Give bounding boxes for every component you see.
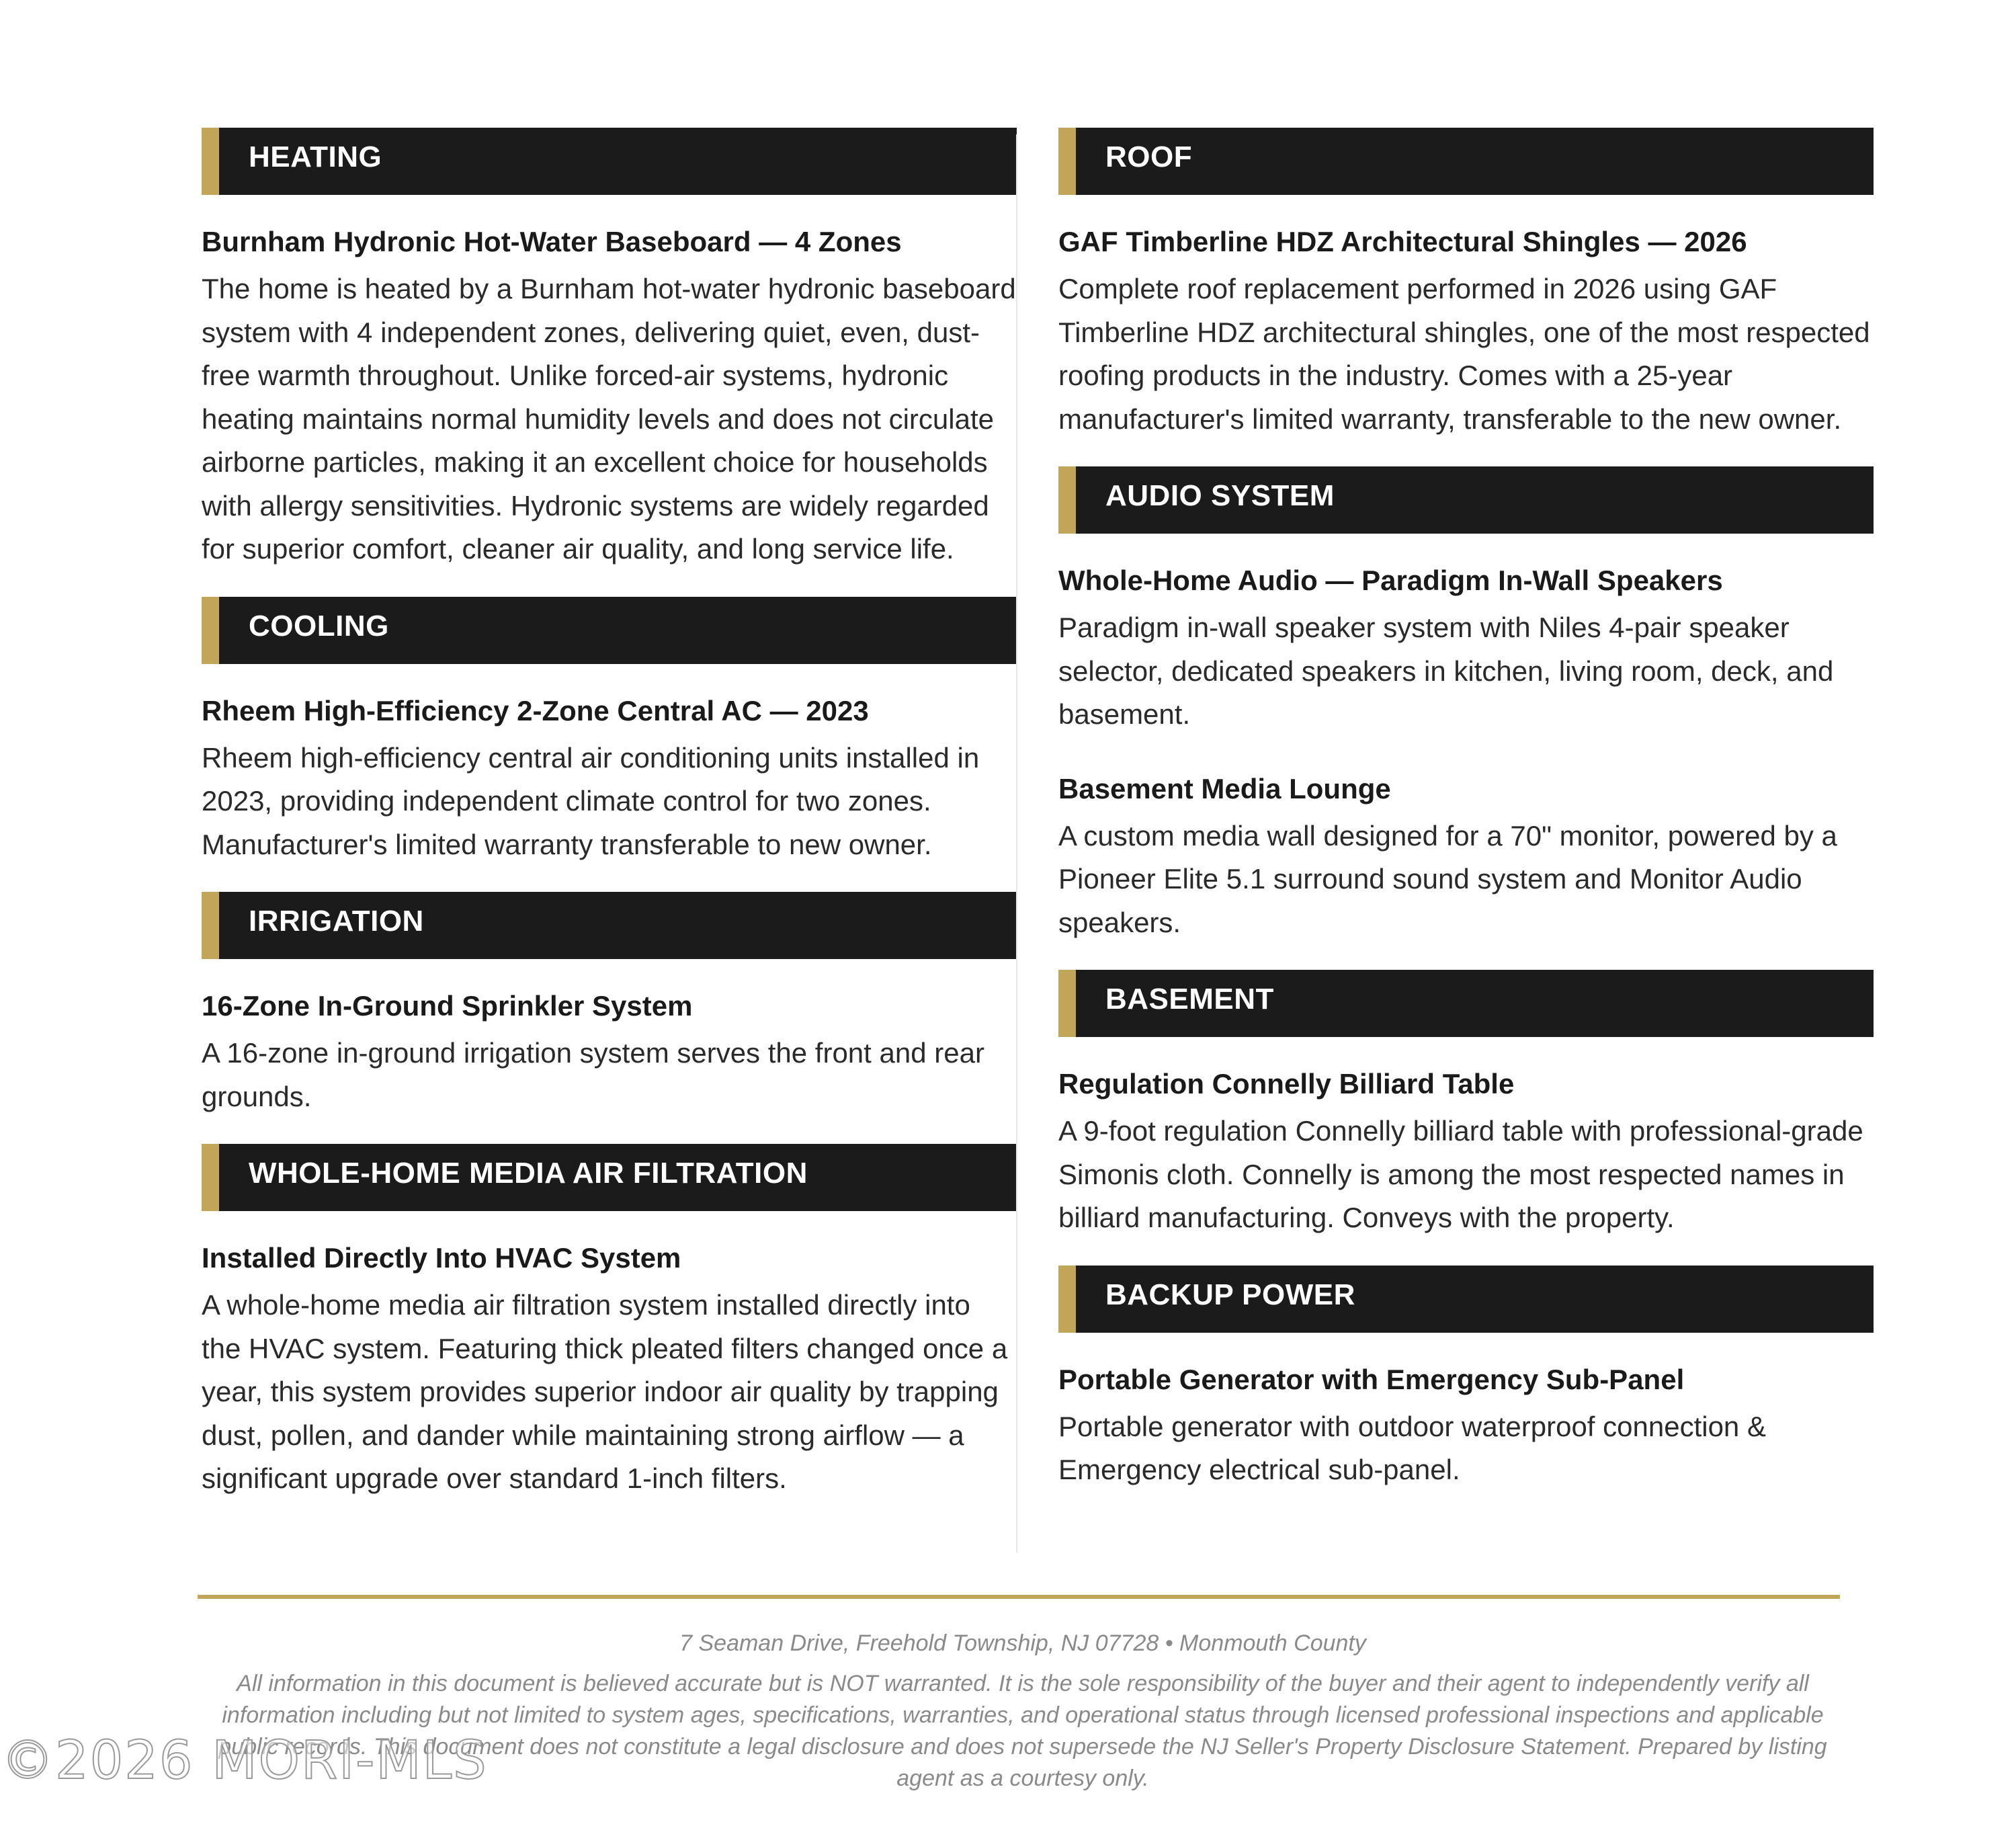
mls-watermark: ©2026 MORI-MLS xyxy=(1,1731,488,1791)
section-header-label: COOLING xyxy=(249,609,389,643)
section-header xyxy=(202,597,1017,664)
section-heating xyxy=(202,128,1017,571)
section-backup-power xyxy=(1058,1266,1874,1492)
section-header-label: IRRIGATION xyxy=(249,905,424,938)
feature-title: Rheem High-Efficiency 2-Zone Central AC — 2023 xyxy=(202,694,869,727)
feature-description: A whole-home media air filtration system installed directly into the HVAC system. Featuring thick pleated filters changed once a year, this system provides superior indoor air quality by trapping dust, pollen, and dander while maintaining strong airflow — a significant upgrade over standard 1-inch filters. xyxy=(202,1289,1008,1494)
feature-title: Installed Directly Into HVAC System xyxy=(202,1242,681,1274)
feature-item xyxy=(1058,1361,1874,1492)
disclaimer-text: All information in this document is believed accurate but is NOT warranted. It is the sole responsibility of the buyer and their agent to independently verify all information including but not limited to system ages, specifications, warranties, and operational status through licensed professional inspections and applicable public records. This document does not constitute a legal disclosure and does not supersede the NJ Seller's Property Disclosure Statement. Prepared by listing agent as a courtesy only. xyxy=(218,1671,1827,1791)
section-header-label: BASEMENT xyxy=(1105,983,1274,1016)
section-header-label: ROOF xyxy=(1105,140,1193,173)
feature-item xyxy=(202,987,1017,1118)
section-header xyxy=(1058,970,1874,1037)
section-basement xyxy=(1058,970,1874,1240)
feature-description: A 9-foot regulation Connelly billiard table with professional-grade Simonis cloth. Connelly is among the most respected names in billiard manufacturing. Conveys with the property. xyxy=(1058,1115,1863,1233)
feature-title: Whole-Home Audio — Paradigm In-Wall Speakers xyxy=(1058,565,1723,596)
feature-item xyxy=(1058,562,1874,737)
feature-description: Portable generator with outdoor waterproof connection & Emergency electrical sub-panel. xyxy=(1058,1410,1766,1485)
feature-title: Regulation Connelly Billiard Table xyxy=(1058,1068,1515,1100)
section-header-label: BACKUP POWER xyxy=(1105,1278,1355,1311)
section-header xyxy=(202,892,1017,959)
property-address: 7 Seaman Drive, Freehold Township, NJ 07728 • Monmouth County xyxy=(679,1630,1366,1656)
footer-gold-rule xyxy=(198,1595,1840,1599)
feature-item xyxy=(1058,1065,1874,1240)
section-roof xyxy=(1058,128,1874,441)
section-header-label: HEATING xyxy=(249,140,382,173)
feature-item xyxy=(202,223,1017,571)
feature-description: The home is heated by a Burnham hot-water hydronic baseboard system with 4 independent zones, delivering quiet, even, dust-free warmth throughout. Unlike forced-air systems, hydronic heating maintains normal humidity levels and does not circulate airborne particles, making it an excellent choice for households with allergy sensitivities. Hydronic systems are widely regarded for superior comfort, cleaner air quality, and long service life. xyxy=(202,273,1016,565)
section-whole-home-media-air-filtration xyxy=(202,1144,1017,1501)
section-header xyxy=(1058,466,1874,534)
section-cooling xyxy=(202,597,1017,867)
feature-title: Portable Generator with Emergency Sub-Panel xyxy=(1058,1363,1685,1395)
feature-item xyxy=(1058,223,1874,441)
section-header xyxy=(1058,1266,1874,1333)
feature-item xyxy=(202,1239,1017,1501)
section-header xyxy=(202,128,1017,195)
feature-item xyxy=(202,692,1017,867)
section-audio-system xyxy=(1058,466,1874,944)
feature-title: GAF Timberline HDZ Architectural Shingles — 2026 xyxy=(1058,226,1747,257)
feature-title: Burnham Hydronic Hot-Water Baseboard — 4 Zones xyxy=(202,226,902,257)
section-header-label: WHOLE-HOME MEDIA AIR FILTRATION xyxy=(249,1157,808,1190)
section-header xyxy=(202,1144,1017,1211)
feature-description: A custom media wall designed for a 70" monitor, powered by a Pioneer Elite 5.1 surround sound system and Monitor Audio speakers. xyxy=(1058,819,1837,938)
feature-title: 16-Zone In-Ground Sprinkler System xyxy=(202,990,693,1022)
feature-description: A 16-zone in-ground irrigation system serves the front and rear grounds. xyxy=(202,1037,984,1112)
feature-description: Rheem high-efficiency central air conditioning units installed in 2023, providing independent climate control for two zones. Manufacturer's limited warranty transferable to new owner. xyxy=(202,741,980,860)
feature-description: Paradigm in-wall speaker system with Niles 4-pair speaker selector, dedicated speakers in kitchen, living room, deck, and basement. xyxy=(1058,612,1834,730)
right-column xyxy=(1058,128,1874,1518)
feature-item xyxy=(1058,770,1874,945)
section-irrigation xyxy=(202,892,1017,1118)
section-header-label: AUDIO SYSTEM xyxy=(1105,479,1335,512)
section-header xyxy=(1058,128,1874,195)
column-divider xyxy=(1016,134,1017,1552)
feature-description: Complete roof replacement performed in 2026 using GAF Timberline HDZ architectural shingles, one of the most respected roofing products in the industry. Comes with a 25-year manufacturer's limited warranty, transferable to the new owner. xyxy=(1058,273,1870,435)
feature-title: Basement Media Lounge xyxy=(1058,772,1391,804)
left-column xyxy=(202,128,1017,1526)
